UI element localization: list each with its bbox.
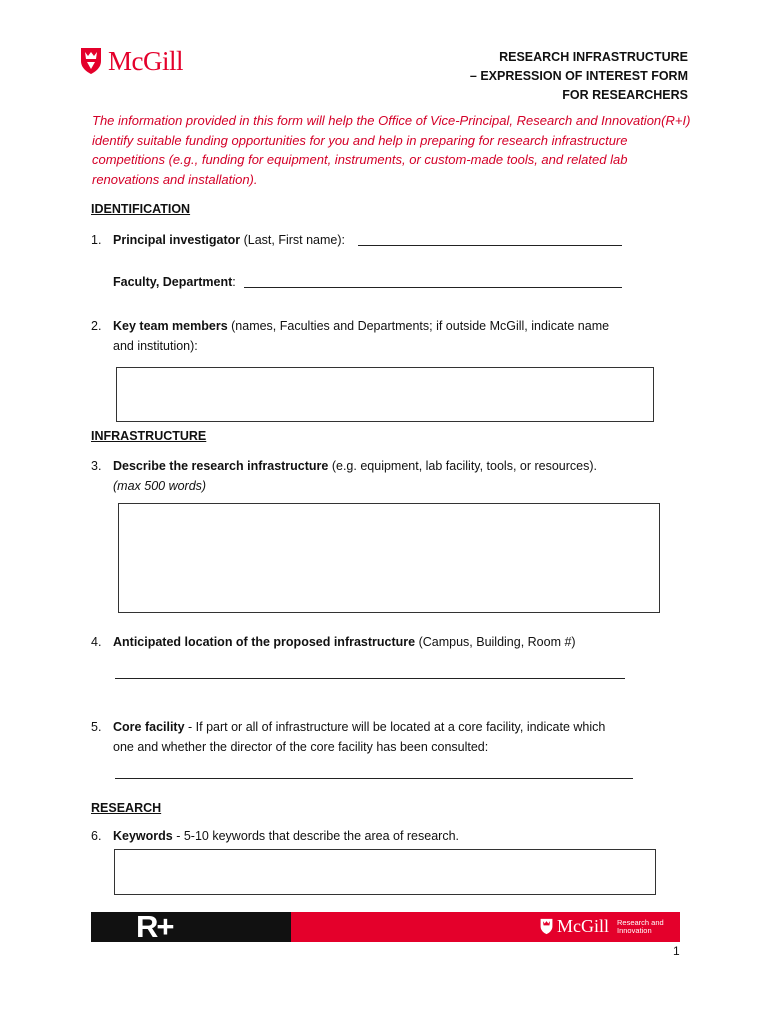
question-5-rest: - If part or all of infrastructure will be located at a core facility, indicate which [184,720,606,734]
question-2-rest: (names, Faculties and Departments; if outside McGill, indicate name [227,319,610,333]
question-4-rest: (Campus, Building, Room #) [415,635,576,649]
section-identification: IDENTIFICATION [91,202,191,216]
form-title [470,48,688,105]
question-3-line2: (max 500 words) [113,479,207,493]
question-3-number: 3. [91,459,102,473]
question-1b [113,272,236,292]
question-3-rest: (e.g. equipment, lab facility, tools, or resources). [328,459,598,473]
question-4-bold: Anticipated location of the proposed infrastructure [113,635,416,649]
footer-rplus-badge: R+ [136,909,173,944]
section-research: RESEARCH [91,801,162,815]
question-4 [91,632,711,652]
question-1 [91,230,345,250]
section-infrastructure: INFRASTRUCTURE [91,429,207,443]
infrastructure-description-box[interactable] [118,503,660,613]
footer-logo-text: McGill [557,916,609,936]
question-1-rest: (Last, First name): [240,233,346,247]
title-line-2: – EXPRESSION OF INTEREST FORM [469,69,688,83]
footer-black-band [91,912,291,942]
footer-crest-icon [540,918,553,935]
question-5-bold: Core facility [113,720,185,734]
question-6-bold: Keywords [113,829,173,843]
question-5-line2: one and whether the director of the core facility has been consulted: [113,740,489,754]
footer-subtitle-line-1: Research and [617,917,664,927]
footer-mcgill-logo [540,916,664,937]
question-2-number: 2. [91,319,102,333]
question-3-bold: Describe the research infrastructure [113,459,329,473]
question-5-number: 5. [91,720,102,734]
core-facility-field[interactable] [115,778,633,779]
question-1-bold: Principal investigator [113,233,241,247]
principal-investigator-field[interactable] [358,245,622,246]
question-1b-bold: Faculty, Department [113,275,233,289]
intro-text: The information provided in this form will help the Office of Vice-Principal, Research and Innovation(R+I) identify suitable funding opportunities for you and help in preparing for research infrastructure competitions (e.g., funding for equipment, instruments, or custom-made tools, and related lab renovations and installation). [92,113,691,187]
question-6-rest: - 5-10 keywords that describe the area of research. [172,829,460,843]
question-4-number: 4. [91,635,102,649]
question-3 [91,456,711,496]
question-5 [91,717,711,757]
page-number: 1 [673,944,680,958]
question-1b-rest: : [232,275,236,289]
mcgill-logo [80,44,183,78]
location-field[interactable] [115,678,625,679]
question-2-bold: Key team members [113,319,228,333]
question-2-line2: and institution): [113,339,198,353]
key-team-members-box[interactable] [116,367,654,422]
title-line-1: RESEARCH INFRASTRUCTURE [499,50,688,64]
question-6-number: 6. [91,829,102,843]
footer-subtitle [617,919,664,935]
question-6 [91,826,711,846]
mcgill-crest-icon [80,47,102,75]
faculty-department-field[interactable] [244,287,622,288]
title-line-3: FOR RESEARCHERS [562,88,688,102]
footer-subtitle-line-2: Innovation [617,925,652,935]
question-1-number: 1. [91,233,102,247]
question-2 [91,316,711,356]
keywords-box[interactable] [114,849,656,895]
logo-text: McGill [108,45,183,76]
